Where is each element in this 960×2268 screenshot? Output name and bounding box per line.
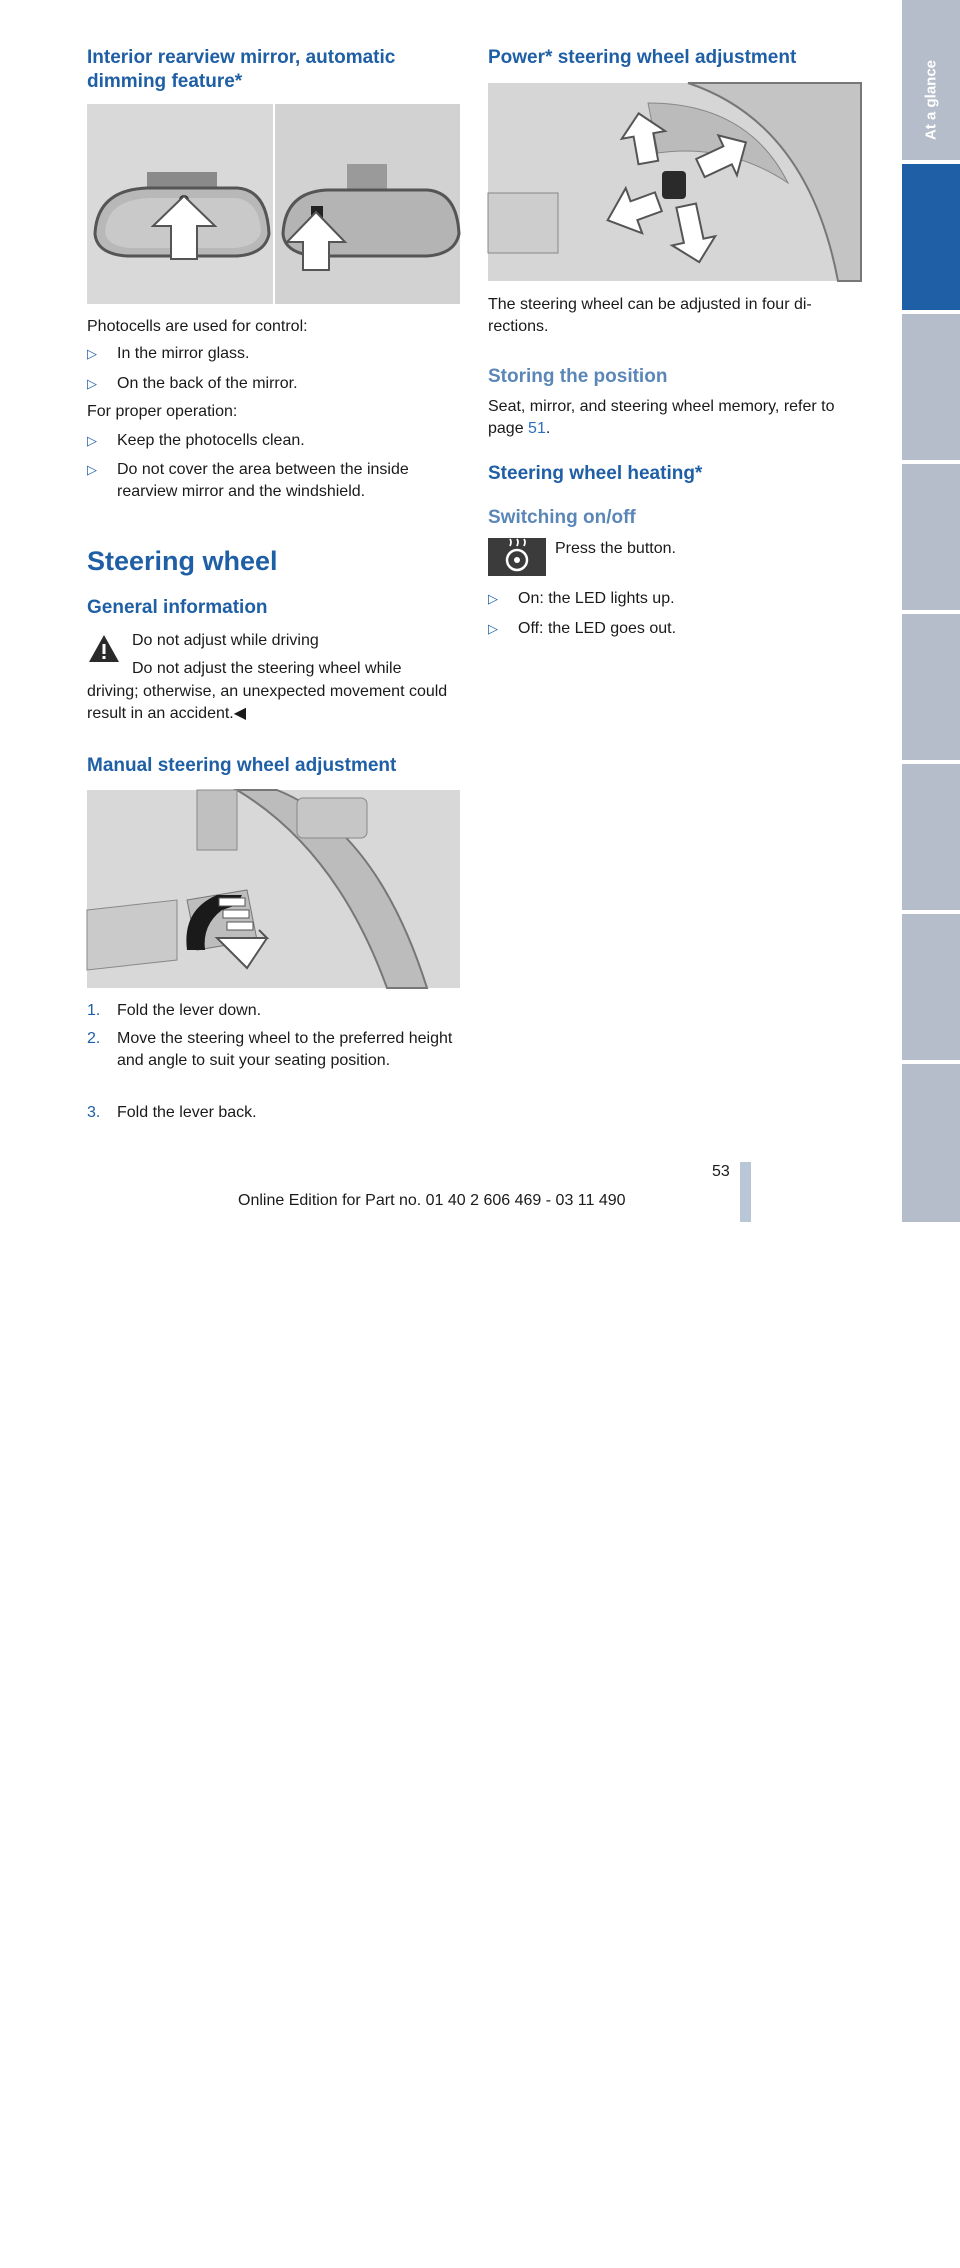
- tab-communication[interactable]: Communication: [902, 764, 960, 910]
- tab-entertainment[interactable]: Entertainment: [902, 614, 960, 760]
- list-item: ▷ On the back of the mirror.: [87, 373, 460, 395]
- warning-text: Do not adjust the steering wheel while: [132, 660, 402, 677]
- list-item: ▷ On: the LED lights up.: [488, 588, 861, 610]
- manual-adjust-figure: [87, 790, 460, 988]
- list-item: 2. Move the steering wheel to the preferred height and angle to suit your seating position.: [87, 1030, 453, 1069]
- power-column-illustration: [488, 83, 861, 281]
- tab-reference[interactable]: Reference: [902, 1064, 960, 1222]
- operation-intro: For proper operation:: [87, 403, 238, 420]
- storing-text: Seat, mirror, and steering wheel memory, refer to page 51.: [488, 398, 835, 437]
- tab-driving-tips[interactable]: [902, 314, 960, 460]
- power-heading: Power* steering wheel adjustment: [488, 47, 797, 68]
- photocells-intro: Photocells are used for control:: [87, 318, 308, 335]
- tab-at-a-glance[interactable]: At a glance: [902, 0, 960, 160]
- bullet-triangle-icon: ▷: [87, 462, 97, 477]
- warning-title: Do not adjust while driving: [132, 632, 319, 649]
- list-item: ▷ Keep the photocells clean.: [87, 430, 460, 452]
- list-item: ▷ Do not cover the area between the inside rearview mirror and the windshield.: [87, 461, 409, 500]
- bullet-triangle-icon: ▷: [488, 621, 498, 636]
- section-title: Steering wheel: [87, 546, 278, 576]
- page-number: 53: [712, 1163, 730, 1180]
- steering-column-illustration: [87, 790, 460, 988]
- page-number-bar: [740, 1162, 751, 1222]
- bullet-triangle-icon: ▷: [87, 376, 97, 391]
- tab-mobility[interactable]: Mobility: [902, 914, 960, 1060]
- press-text: Press the button.: [555, 540, 676, 557]
- warning-text-continued: driving; otherwise, an unexpected movement could result in an accident.◀: [87, 683, 448, 722]
- power-text: The steering wheel can be adjusted in four directions.: [488, 296, 812, 335]
- mirror-illustration: [87, 104, 460, 304]
- warning-icon: [87, 632, 121, 666]
- list-item: 1. Fold the lever down.: [87, 1002, 262, 1019]
- footer-text: Online Edition for Part no. 01 40 2 606 469 - 03 11 490: [238, 1192, 626, 1209]
- chapter-tabs: [902, 0, 960, 2268]
- list-item: ▷ Off: the LED goes out.: [488, 618, 861, 640]
- bullet-triangle-icon: ▷: [488, 591, 498, 606]
- list-item: ▷ In the mirror glass.: [87, 343, 460, 365]
- page-link[interactable]: 51: [528, 420, 546, 437]
- storing-heading: Storing the position: [488, 366, 668, 387]
- steering-heating-button-icon: [488, 538, 546, 576]
- list-item: 3. Fold the lever back.: [87, 1104, 257, 1121]
- mirror-figure: [87, 104, 460, 304]
- tab-navigation[interactable]: [902, 464, 960, 610]
- general-heading: General information: [87, 597, 268, 618]
- switch-heading: Switching on/off: [488, 507, 636, 528]
- manual-heading: Manual steering wheel adjustment: [87, 755, 397, 776]
- heating-heading: Steering wheel heating*: [488, 463, 703, 484]
- mirror-heading: Interior rearview mirror, automatic dimming feature*: [87, 47, 396, 92]
- power-adjust-figure: [488, 83, 861, 281]
- bullet-triangle-icon: ▷: [87, 346, 97, 361]
- tab-controls[interactable]: [902, 164, 960, 310]
- bullet-triangle-icon: ▷: [87, 433, 97, 448]
